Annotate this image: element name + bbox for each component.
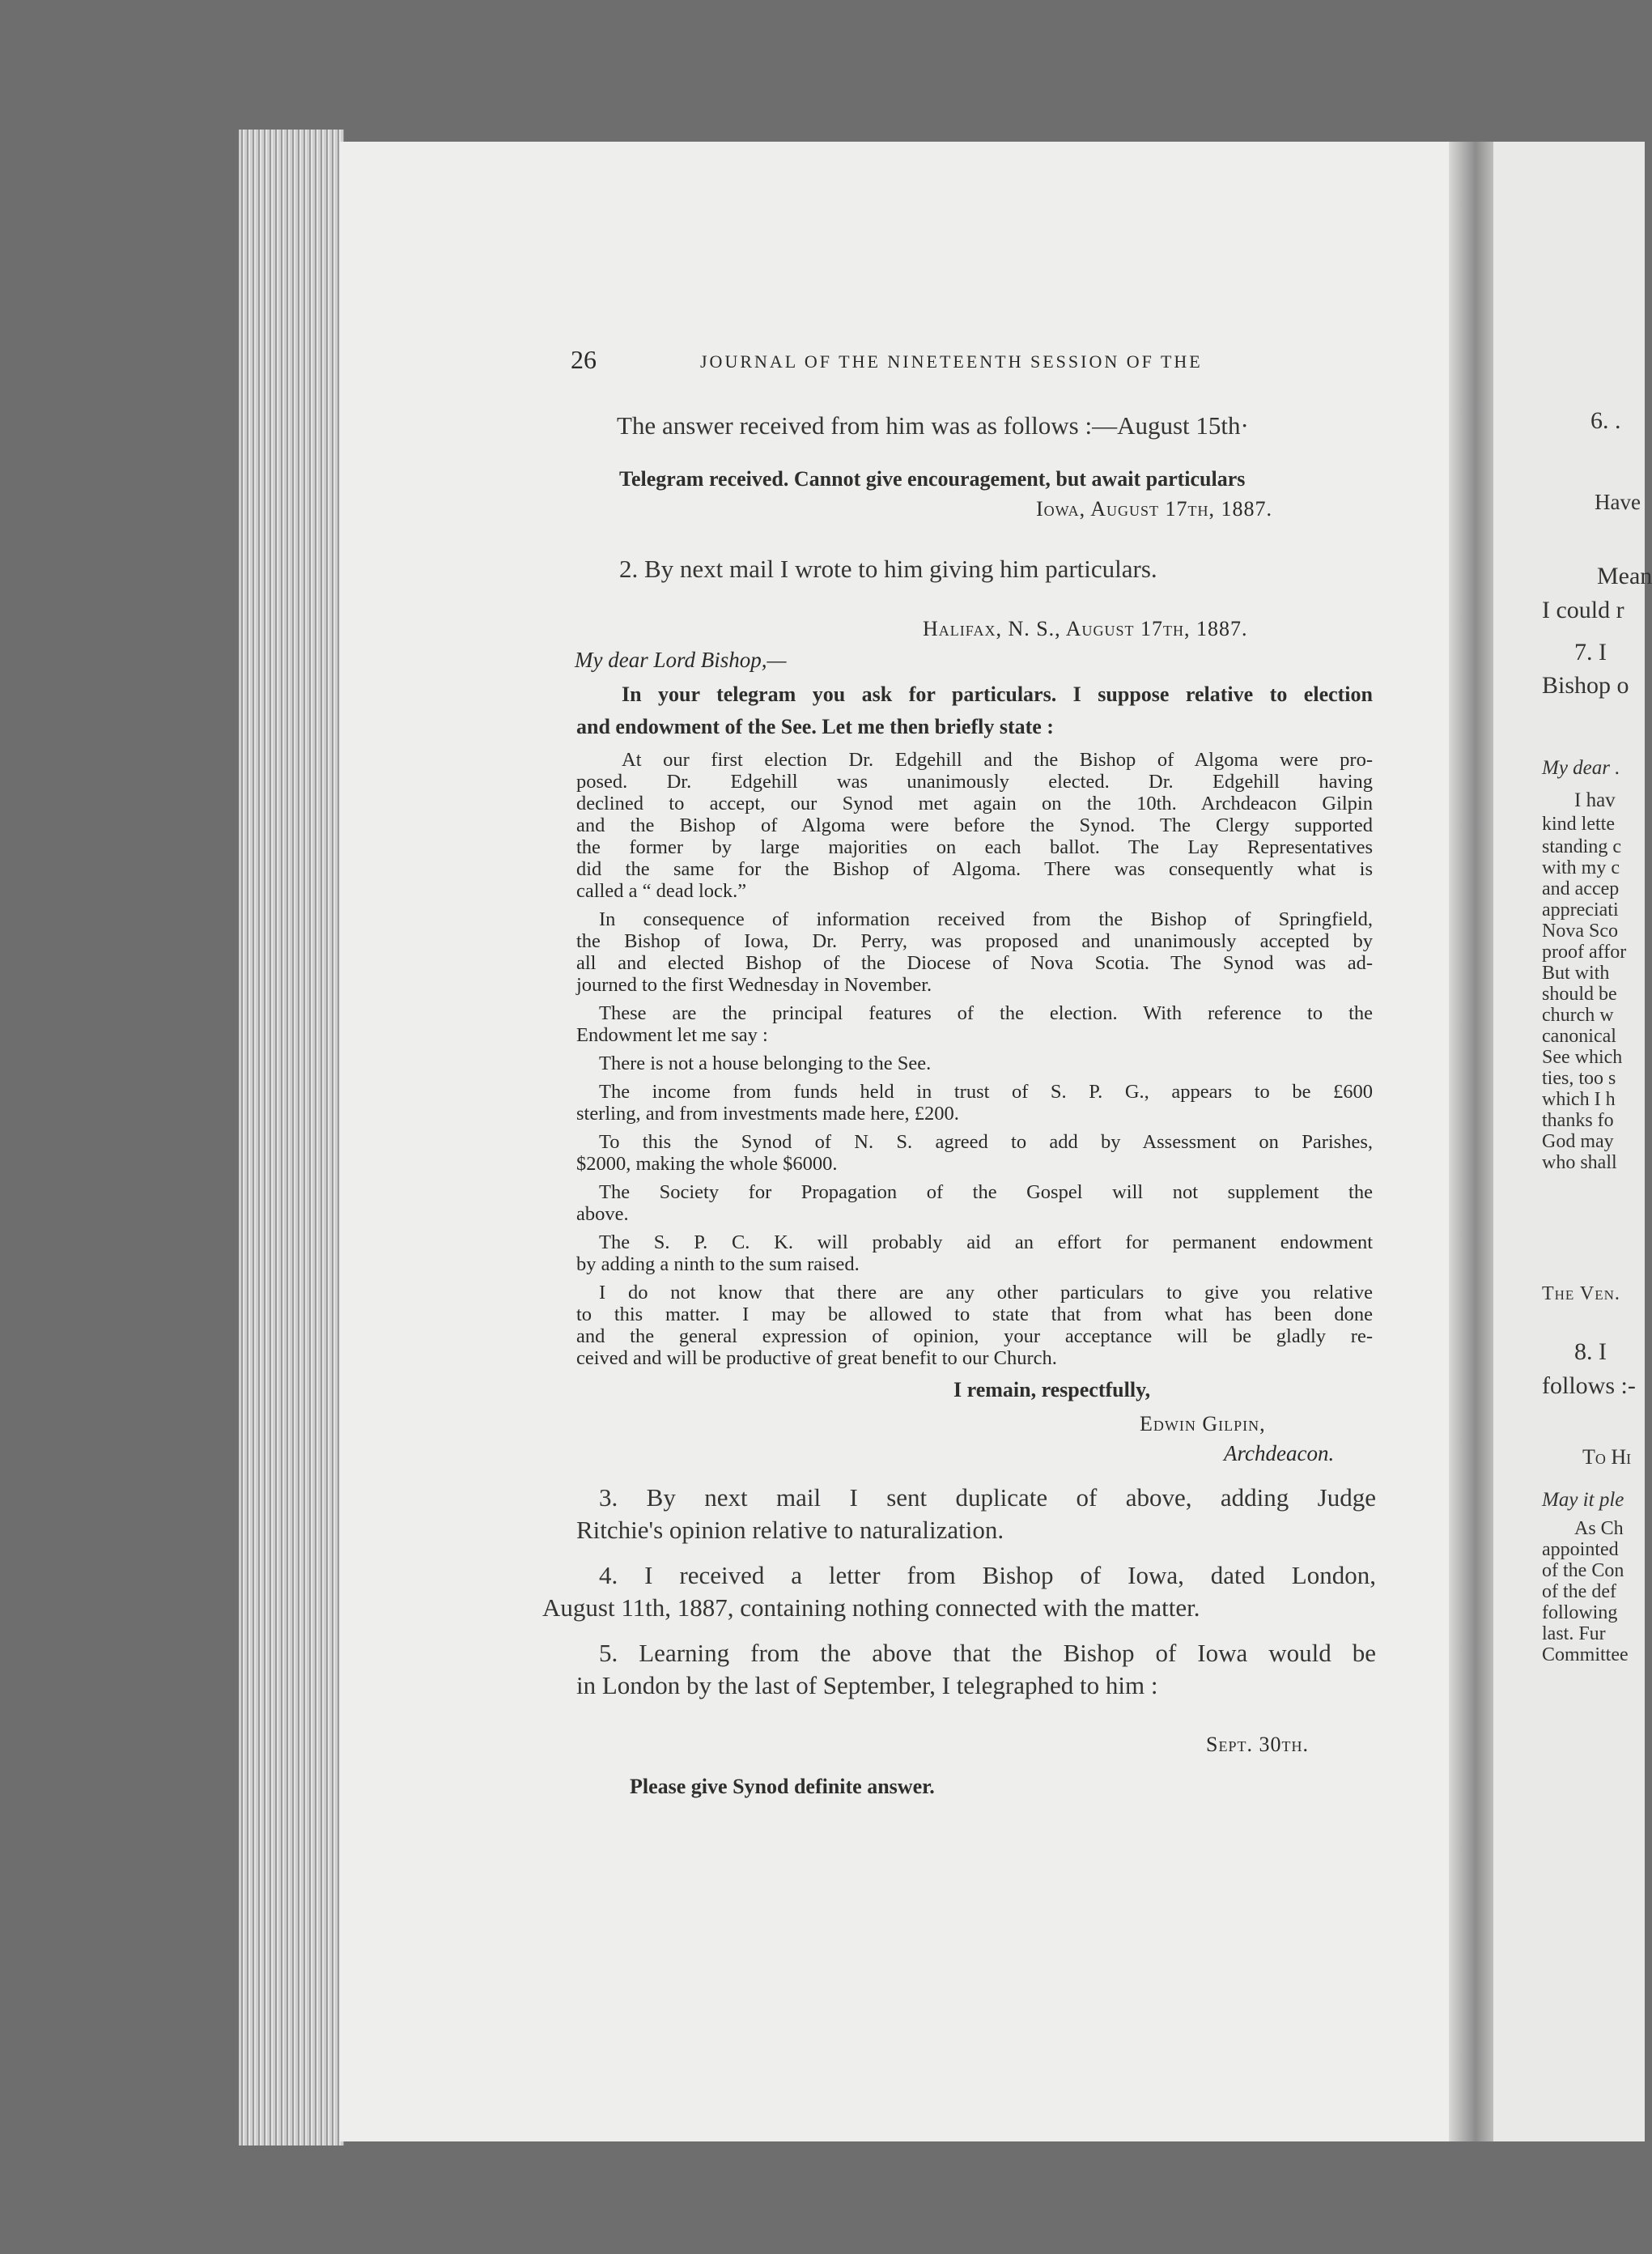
letter-paragraph-6: sterling, and from investments made here, £200. [576, 1103, 959, 1125]
right-fragment: thanks fo [1542, 1110, 1614, 1131]
letter-paragraph-10: to this matter. I may be allowed to state that from what has been done [576, 1303, 1373, 1325]
letter-paragraph-10: ceived and will be productive of great benefit to our Church. [576, 1347, 1057, 1369]
right-fragment: Nova Sco [1542, 921, 1618, 942]
right-fragment: of the def [1542, 1581, 1616, 1602]
right-fragment: Committee [1542, 1644, 1629, 1665]
letter-paragraph-8: The Society for Propagation of the Gospel will not supplement the [599, 1181, 1373, 1203]
right-fragment: I could r [1542, 597, 1624, 623]
item-2: 2. By next mail I wrote to him giving him particulars. [619, 555, 1157, 583]
letter-paragraph-2: did the same for the Bishop of Algoma. There was consequently what is [576, 858, 1373, 880]
letter-closing: I remain, respectfully, [953, 1378, 1151, 1401]
letter-signature: Edwin Gilpin, [1140, 1412, 1266, 1435]
item-5: 5. Learning from the above that the Bishop of Iowa would be [599, 1639, 1376, 1667]
right-fragment: of the Con [1542, 1560, 1624, 1581]
right-fragment: following [1542, 1602, 1618, 1623]
right-fragment: follows :- [1542, 1372, 1636, 1399]
right-fragment: church w [1542, 1005, 1614, 1026]
right-fragment: who shall [1542, 1152, 1617, 1173]
right-fragment: standing c [1542, 836, 1621, 857]
right-fragment: 7. I [1574, 639, 1607, 666]
letter-paragraph-8: above. [576, 1203, 629, 1225]
right-fragment: Have [1595, 490, 1641, 514]
letter-paragraph-3: In consequence of information received from the Bishop of Springfield, [599, 908, 1373, 930]
right-fragment: which I h [1542, 1089, 1616, 1110]
item-5: in London by the last of September, I telegraphed to him : [576, 1671, 1158, 1699]
right-fragment: with my c [1542, 857, 1620, 878]
letter-paragraph-2: called a “ dead lock.” [576, 880, 747, 902]
right-fragment: Mean [1597, 563, 1652, 589]
right-fragment: May it ple [1542, 1489, 1624, 1511]
right-fragment: 8. I [1574, 1338, 1607, 1365]
right-fragment: should be [1542, 984, 1617, 1005]
letter-paragraph-6: The income from funds held in trust of S. P. G., appears to be £600 [599, 1081, 1373, 1103]
right-fragment: last. Fur [1542, 1623, 1606, 1644]
letter-paragraph-10: I do not know that there are any other particulars to give you relative [599, 1282, 1373, 1303]
right-fragment: proof affor [1542, 942, 1627, 963]
letter-paragraph-4: Endowment let me say : [576, 1024, 768, 1046]
letter-paragraph-4: These are the principal features of the election. With reference to the [599, 1002, 1373, 1024]
right-fragment: To Hi [1582, 1445, 1632, 1469]
letter-paragraph-3: journed to the first Wednesday in November. [576, 974, 932, 996]
right-fragment: I hav [1574, 789, 1616, 811]
letter-paragraph-2: At our first election Dr. Edgehill and the Bishop of Algoma were pro- [622, 749, 1373, 771]
right-fragment: See which [1542, 1047, 1623, 1068]
item-3: 3. By next mail I sent duplicate of above, adding Judge [599, 1483, 1376, 1512]
letter-paragraph-7: $2000, making the whole $6000. [576, 1153, 838, 1175]
september-date: Sept. 30th. [1206, 1733, 1309, 1756]
letter-paragraph-1: In your telegram you ask for particulars. I suppose relative to election [622, 683, 1373, 706]
telegram-text: Telegram received. Cannot give encouragement, but await particulars [619, 467, 1246, 491]
letter-place-date: Halifax, N. S., August 17th, 1887. [923, 617, 1248, 640]
right-fragment: canonical [1542, 1026, 1616, 1047]
right-fragment: The Ven. [1542, 1283, 1620, 1304]
right-fragment: Bishop o [1542, 672, 1629, 699]
right-fragment: appointed [1542, 1539, 1619, 1560]
right-fragment: As Ch [1574, 1518, 1624, 1539]
right-fragment: My dear . [1542, 757, 1620, 779]
right-fragment: But with [1542, 963, 1610, 984]
letter-paragraph-2: declined to accept, our Synod met again on the 10th. Archdeacon Gilpin [576, 793, 1373, 814]
right-fragment: God may [1542, 1131, 1614, 1152]
letter-paragraph-9: by adding a ninth to the sum raised. [576, 1253, 860, 1275]
letter-paragraph-2: and the Bishop of Algoma were before the Synod. The Clergy supported [576, 814, 1373, 836]
right-fragment: appreciati [1542, 899, 1619, 921]
final-telegram: Please give Synod definite answer. [630, 1775, 935, 1798]
letter-paragraph-3: all and elected Bishop of the Diocese of Nova Scotia. The Synod was ad- [576, 952, 1373, 974]
letter-paragraph-1: and endowment of the See. Let me then briefly state : [576, 715, 1054, 738]
letter-paragraph-10: and the general expression of opinion, your acceptance will be gladly re- [576, 1325, 1373, 1347]
letter-paragraph-9: The S. P. C. K. will probably aid an effort for permanent endowment [599, 1231, 1373, 1253]
item-4: August 11th, 1887, containing nothing connected with the matter. [542, 1593, 1200, 1622]
right-fragment: kind lette [1542, 814, 1615, 835]
page-number: 26 [571, 345, 597, 374]
telegram-signature: Iowa, August 17th, 1887. [1036, 497, 1272, 521]
right-fragment: and accep [1542, 878, 1620, 899]
running-header: JOURNAL OF THE NINETEENTH SESSION OF THE [700, 351, 1203, 372]
right-fragment: ties, too s [1542, 1068, 1616, 1089]
letter-paragraph-2: the former by large majorities on each ballot. The Lay Representatives [576, 836, 1373, 858]
item-3: Ritchie's opinion relative to naturalization. [576, 1516, 1004, 1544]
letter-signature-title: Archdeacon. [1224, 1441, 1335, 1465]
right-fragment: 6. . [1590, 407, 1621, 434]
letter-paragraph-7: To this the Synod of N. S. agreed to add by Assessment on Parishes, [599, 1131, 1373, 1153]
letter-salutation: My dear Lord Bishop,— [575, 648, 787, 672]
letter-paragraph-3: the Bishop of Iowa, Dr. Perry, was proposed and unanimously accepted by [576, 930, 1373, 952]
letter-paragraph-2: posed. Dr. Edgehill was unanimously elected. Dr. Edgehill having [576, 771, 1373, 793]
letter-paragraph-5: There is not a house belonging to the See. [599, 1053, 932, 1074]
intro-line: The answer received from him was as follows :—August 15th· [617, 411, 1249, 440]
item-4: 4. I received a letter from Bishop of Iowa, dated London, [599, 1561, 1376, 1589]
